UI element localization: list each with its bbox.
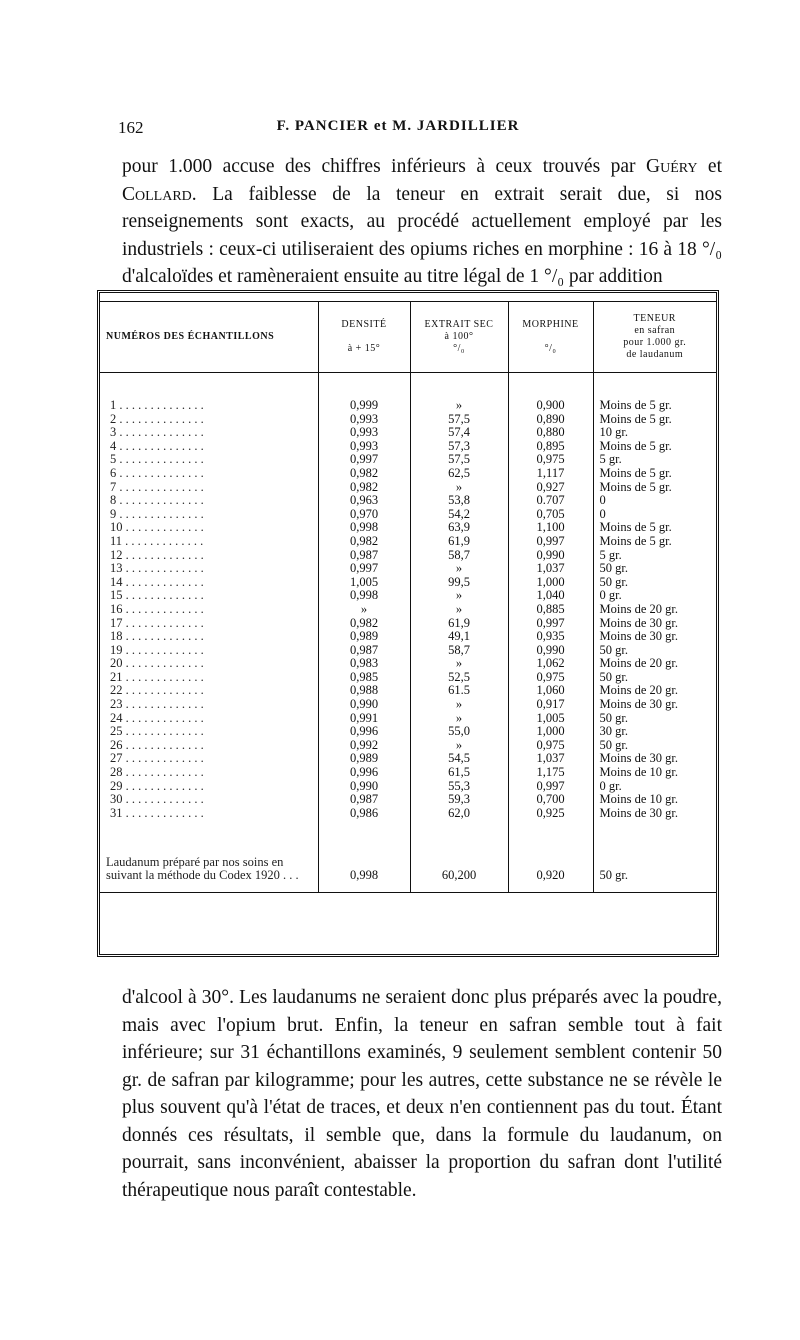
cell-morphine: 0,917 [508, 698, 593, 712]
table-row [100, 617, 716, 631]
cell-sample: 9 . . . . . . . . . . . . . . [100, 508, 318, 522]
cell-sample: 6 . . . . . . . . . . . . . . [100, 467, 318, 481]
cell-saffron: Moins de 5 gr. [599, 412, 672, 426]
cell-sample: 14 . . . . . . . . . . . . . [100, 576, 318, 590]
cell-extract: 61,9 [410, 535, 508, 549]
table-row [100, 603, 716, 617]
cell-saffron: Moins de 30 gr. [599, 752, 678, 766]
table-row [100, 793, 716, 807]
cell-density: 0,982 [318, 535, 410, 549]
cell-sample: Laudanum préparé par nos soins en suivant la méthode du Codex 1920 . . . [100, 836, 318, 885]
cell-extract: 57,4 [410, 426, 508, 440]
cell-density: 0,993 [318, 426, 410, 440]
cell-saffron: 30 gr. [599, 725, 628, 739]
cell-sample: 28 . . . . . . . . . . . . . [100, 766, 318, 780]
cell-density: 0,991 [318, 712, 410, 726]
cell-morphine: 0,885 [508, 603, 593, 617]
cell-density: 0,987 [318, 549, 410, 563]
cell-morphine: 0,997 [508, 780, 593, 794]
cell-extract: 55,3 [410, 780, 508, 794]
cell-sample: 3 . . . . . . . . . . . . . . [100, 426, 318, 440]
cell-saffron: Moins de 5 gr. [599, 480, 672, 494]
cell-extract: 57,5 [410, 453, 508, 467]
cell-saffron: 50 gr. [599, 868, 628, 883]
cell-morphine: 0,700 [508, 793, 593, 807]
cell-morphine: 0,990 [508, 644, 593, 658]
table-row [100, 657, 716, 671]
cell-morphine: 1,000 [508, 576, 593, 590]
cell-sample: 27 . . . . . . . . . . . . . [100, 752, 318, 766]
cell-extract: 59,3 [410, 793, 508, 807]
cell-extract: » [410, 562, 508, 576]
header-samples: NUMÉROS DES ÉCHANTILLONS [100, 302, 318, 373]
cell-sample: 19 . . . . . . . . . . . . . [100, 644, 318, 658]
cell-saffron: Moins de 5 gr. [599, 534, 672, 548]
cell-density: 0,989 [318, 630, 410, 644]
cell-sample: 21 . . . . . . . . . . . . . [100, 671, 318, 685]
cell-morphine: 1,005 [508, 712, 593, 726]
cell-sample: 12 . . . . . . . . . . . . . [100, 549, 318, 563]
cell-saffron: 10 gr. [599, 426, 628, 440]
cell-density: 0,970 [318, 508, 410, 522]
cell-saffron: 0 [599, 507, 606, 521]
author-name-collard: Collard [122, 183, 192, 205]
cell-saffron: 50 gr. [599, 643, 628, 657]
cell-sample: 26 . . . . . . . . . . . . . [100, 739, 318, 753]
cell-sample: 10 . . . . . . . . . . . . . [100, 521, 318, 535]
cell-density: 0,982 [318, 481, 410, 495]
table-row [100, 413, 716, 427]
cell-morphine: 0,895 [508, 440, 593, 454]
cell-density: 0,997 [318, 562, 410, 576]
cell-sample: 22 . . . . . . . . . . . . . [100, 684, 318, 698]
table-row [100, 739, 716, 753]
cell-sample: 24 . . . . . . . . . . . . . [100, 712, 318, 726]
cell-extract: 60,200 [410, 836, 508, 885]
cell-extract: » [410, 603, 508, 617]
cell-extract: 61,5 [410, 766, 508, 780]
cell-extract: 58,7 [410, 644, 508, 658]
cell-density: 0,996 [318, 725, 410, 739]
cell-saffron: Moins de 20 gr. [599, 602, 678, 616]
cell-density: 0,963 [318, 494, 410, 508]
cell-sample: 25 . . . . . . . . . . . . . [100, 725, 318, 739]
table-gap [100, 820, 716, 836]
cell-sample: 15 . . . . . . . . . . . . . [100, 589, 318, 603]
cell-saffron: 50 gr. [599, 738, 628, 752]
table-row [100, 780, 716, 794]
table-row [100, 766, 716, 780]
cell-extract: » [410, 481, 508, 495]
table-row [100, 589, 716, 603]
cell-morphine: 0,880 [508, 426, 593, 440]
cell-extract: 61.5 [410, 684, 508, 698]
cell-extract: 55,0 [410, 725, 508, 739]
table-row [100, 684, 716, 698]
table-row [100, 508, 716, 522]
cell-extract: 62,5 [410, 467, 508, 481]
cell-morphine: 0,997 [508, 535, 593, 549]
cell-morphine: 0,975 [508, 739, 593, 753]
page-header [118, 118, 678, 142]
table-spacer [100, 373, 716, 400]
table-row [100, 807, 716, 821]
cell-saffron: Moins de 30 gr. [599, 630, 678, 644]
cell-saffron: 0 gr. [599, 779, 622, 793]
cell-saffron: Moins de 5 gr. [599, 399, 672, 412]
cell-morphine: 0,927 [508, 481, 593, 495]
cell-extract: » [410, 657, 508, 671]
table-row [100, 467, 716, 481]
table-row [100, 562, 716, 576]
cell-morphine: 1,037 [508, 752, 593, 766]
cell-morphine: 1,037 [508, 562, 593, 576]
header-saffron: TENEUR en safran pour 1.000 gr. de laudanum [593, 302, 716, 373]
cell-morphine: 1,100 [508, 521, 593, 535]
cell-density: 0,987 [318, 644, 410, 658]
cell-extract: 58,7 [410, 549, 508, 563]
cell-sample: 17 . . . . . . . . . . . . . [100, 617, 318, 631]
para1-text-c: . La faiblesse de la teneur en extrait serait due, si nos renseignements sont exacts, au procédé actuellement employé par les industriels : ceux-ci utiliseraient des opiums riches en morphine : 16 à 18 °/₀ d'alcaloïdes et ramèneraient ensuite au titre légal de 1 °/₀ par addition [122, 183, 722, 287]
cell-saffron: Moins de 30 gr. [599, 806, 678, 820]
cell-sample: 13 . . . . . . . . . . . . . [100, 562, 318, 576]
cell-morphine: 0,935 [508, 630, 593, 644]
cell-density: 0,998 [318, 589, 410, 603]
cell-morphine: 0,925 [508, 807, 593, 821]
cell-density: 0,996 [318, 766, 410, 780]
cell-sample: 16 . . . . . . . . . . . . . [100, 603, 318, 617]
cell-extract: » [410, 698, 508, 712]
cell-extract: 49,1 [410, 630, 508, 644]
cell-extract: 52,5 [410, 671, 508, 685]
cell-morphine: 0,990 [508, 549, 593, 563]
cell-sample: 20 . . . . . . . . . . . . . [100, 657, 318, 671]
running-head: F. PANCIER et M. JARDILLIER [276, 118, 520, 134]
table-row [100, 576, 716, 590]
cell-morphine: 0,997 [508, 617, 593, 631]
cell-density: 0,997 [318, 453, 410, 467]
cell-morphine: 1,175 [508, 766, 593, 780]
cell-morphine: 1,117 [508, 467, 593, 481]
cell-extract: » [410, 712, 508, 726]
cell-saffron: Moins de 30 gr. [599, 698, 678, 712]
page-number: 162 [118, 118, 144, 137]
cell-extract: 54,5 [410, 752, 508, 766]
author-name-guery: Guéry [646, 156, 698, 177]
table-row-codex [100, 836, 716, 885]
cell-morphine: 0,900 [508, 399, 593, 413]
cell-density: 0,985 [318, 671, 410, 685]
paragraph-top [122, 153, 722, 291]
cell-extract: 99,5 [410, 576, 508, 590]
cell-extract: 54,2 [410, 508, 508, 522]
table-row [100, 644, 716, 658]
cell-extract: 62,0 [410, 807, 508, 821]
cell-extract: 63,9 [410, 521, 508, 535]
header-extract: EXTRAIT SEC à 100° °/₀ [410, 302, 508, 373]
cell-sample: 5 . . . . . . . . . . . . . . [100, 453, 318, 467]
table-header-row [100, 302, 716, 373]
cell-extract: » [410, 589, 508, 603]
cell-sample: 23 . . . . . . . . . . . . . [100, 698, 318, 712]
cell-saffron: Moins de 10 gr. [599, 793, 678, 807]
table-row [100, 399, 716, 413]
cell-saffron: Moins de 20 gr. [599, 657, 678, 671]
cell-saffron: 5 gr. [599, 548, 622, 562]
table-footer-body [100, 820, 716, 893]
para1-text-a: pour 1.000 accuse des chiffres inférieurs à ceux trouvés par [122, 156, 647, 177]
cell-saffron: 0 gr. [599, 589, 622, 603]
cell-morphine: 1,040 [508, 589, 593, 603]
cell-sample: 29 . . . . . . . . . . . . . [100, 780, 318, 794]
cell-density: 0,990 [318, 780, 410, 794]
cell-density: 0,992 [318, 739, 410, 753]
table-row [100, 698, 716, 712]
cell-extract: 53,8 [410, 494, 508, 508]
cell-sample: 4 . . . . . . . . . . . . . . [100, 440, 318, 454]
cell-sample: 31 . . . . . . . . . . . . . [100, 807, 318, 821]
cell-sample: 2 . . . . . . . . . . . . . . [100, 413, 318, 427]
cell-density: 0,998 [318, 836, 410, 885]
cell-saffron: 50 gr. [599, 670, 628, 684]
table-row [100, 549, 716, 563]
table-row [100, 521, 716, 535]
cell-saffron: 5 gr. [599, 453, 622, 467]
cell-density: 0,982 [318, 467, 410, 481]
header-density: DENSITÉ à + 15° [318, 302, 410, 373]
cell-density: 0,988 [318, 684, 410, 698]
cell-morphine: 0,920 [508, 836, 593, 885]
cell-sample: 30 . . . . . . . . . . . . . [100, 793, 318, 807]
cell-saffron: 0 [599, 494, 606, 508]
cell-sample: 8 . . . . . . . . . . . . . . [100, 494, 318, 508]
cell-morphine: 0,975 [508, 671, 593, 685]
cell-morphine: 1,060 [508, 684, 593, 698]
paragraph-bottom: d'alcool à 30°. Les laudanums ne seraient donc plus préparés avec la poudre, mais avec l'opium brut. Enfin, la teneur en safran semble tout à fait inférieure; sur 31 échantillons examinés, 9 seulement semblent contenir 50 gr. de safran par kilogramme; pour les autres, cette substance ne se révèle le plus souvent qu'à l'état de traces, et deux n'en contiennent pas du tout. Étant donnés ces résultats, il semble que, dans la formule du laudanum, on pourrait, sans inconvénient, abaisser la proportion du safran dont l'utilité thérapeutique nous paraît contestable. [122, 987, 722, 1201]
cell-density: 0,986 [318, 807, 410, 821]
cell-morphine: 0,890 [508, 413, 593, 427]
cell-density: 0,983 [318, 657, 410, 671]
header-morphine: MORPHINE °/₀ [508, 302, 593, 373]
cell-density: 1,005 [318, 576, 410, 590]
cell-density: 0,993 [318, 413, 410, 427]
cell-saffron: Moins de 20 gr. [599, 684, 678, 698]
para1-text-b: et [697, 156, 723, 177]
cell-density: » [318, 603, 410, 617]
cell-morphine: 0.707 [508, 494, 593, 508]
cell-saffron: Moins de 5 gr. [599, 521, 672, 535]
table-row [100, 481, 716, 495]
table-row [100, 712, 716, 726]
laudanum-table-frame [97, 290, 719, 957]
table-body [100, 373, 716, 821]
cell-extract: 57,5 [410, 413, 508, 427]
cell-sample: 1 . . . . . . . . . . . . . . [100, 399, 318, 413]
cell-saffron: Moins de 5 gr. [599, 439, 672, 453]
table-row [100, 494, 716, 508]
cell-density: 0,989 [318, 752, 410, 766]
cell-density: 0,999 [318, 399, 410, 413]
cell-density: 0,998 [318, 521, 410, 535]
table-row [100, 440, 716, 454]
cell-extract: 61,9 [410, 617, 508, 631]
cell-saffron: Moins de 5 gr. [599, 466, 672, 480]
table-row [100, 630, 716, 644]
table-row [100, 453, 716, 467]
cell-morphine: 0,705 [508, 508, 593, 522]
cell-extract: » [410, 739, 508, 753]
cell-saffron: 50 gr. [599, 711, 628, 725]
table-row [100, 725, 716, 739]
table-row [100, 752, 716, 766]
cell-morphine: 0,975 [508, 453, 593, 467]
cell-sample: 18 . . . . . . . . . . . . . [100, 630, 318, 644]
cell-morphine: 1,062 [508, 657, 593, 671]
cell-sample: 7 . . . . . . . . . . . . . . [100, 481, 318, 495]
cell-density: 0,987 [318, 793, 410, 807]
cell-saffron: 50 gr. [599, 575, 628, 589]
table-row [100, 535, 716, 549]
cell-saffron: 50 gr. [599, 562, 628, 576]
cell-density: 0,982 [318, 617, 410, 631]
cell-saffron: Moins de 30 gr. [599, 616, 678, 630]
table-row [100, 671, 716, 685]
cell-density: 0,993 [318, 440, 410, 454]
cell-extract: 57,3 [410, 440, 508, 454]
laudanum-table [100, 301, 716, 893]
cell-sample: 11 . . . . . . . . . . . . . [100, 535, 318, 549]
cell-density: 0,990 [318, 698, 410, 712]
table-row [100, 426, 716, 440]
cell-extract: » [410, 399, 508, 413]
cell-morphine: 1,000 [508, 725, 593, 739]
cell-saffron: Moins de 10 gr. [599, 766, 678, 780]
table-bottom-rule [100, 885, 716, 893]
